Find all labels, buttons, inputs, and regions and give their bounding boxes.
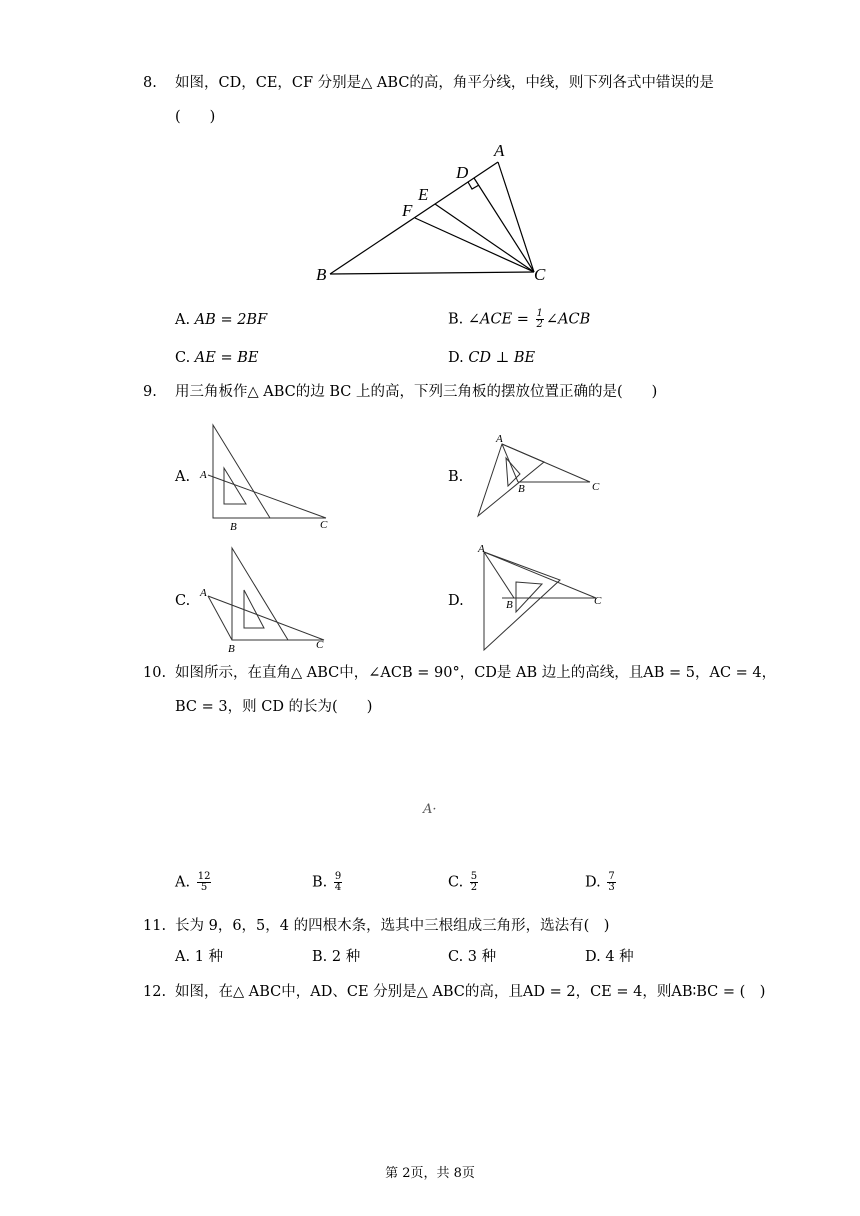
q10-text-line2: BC = 3，则 CD 的长为( )	[175, 699, 373, 715]
q10-text-line1: 如图所示，在直角△ ABC中，∠ACB = 90°，CD是 AB 边上的高线，且AB = 5，AC = 4，	[175, 665, 777, 681]
q11-option-c: C. 3 种	[448, 949, 497, 965]
q11-option-d: D. 4 种	[585, 949, 634, 965]
q10-option-c-fraction	[470, 872, 478, 893]
q12-text: 如图，在△ ABC中，AD、CE 分别是△ ABC的高，且AD = 2，CE = 4，则AB∶BC = ( )	[175, 984, 766, 1000]
q9-option-b-letter: B.	[448, 469, 464, 485]
q8-option-c-letter: C.	[175, 350, 191, 366]
q9d-label-a: A	[478, 543, 485, 555]
q11-option-b: B. 2 种	[312, 949, 361, 965]
q8-option-c-text: AE = BE	[194, 350, 259, 366]
q9b-label-c: C	[592, 481, 600, 493]
q8-option-a	[175, 311, 267, 329]
q10-option-d	[585, 872, 618, 893]
q10-option-b-num: 9	[334, 871, 342, 882]
q9-figure-b	[468, 432, 608, 522]
q8-number: 8.	[143, 75, 157, 91]
q10-option-c-num: 5	[470, 871, 478, 882]
q12-number: 12.	[143, 984, 167, 1000]
page-footer: 第 2页，共 8页	[385, 1166, 475, 1181]
q8-option-d-letter: D.	[448, 350, 464, 366]
q10-figure-fragment: A·	[423, 802, 437, 817]
q9-number: 9.	[143, 384, 157, 400]
q9a-label-b: B	[230, 521, 237, 533]
q10-option-d-num: 7	[608, 871, 615, 882]
q9-figure-c	[196, 544, 336, 654]
q9-option-c-letter: C.	[175, 593, 191, 609]
q10-option-a	[175, 872, 213, 893]
q9-option-a-letter: A.	[175, 469, 191, 485]
q9-text: 用三角板作△ ABC的边 BC 上的高，下列三角板的摆放位置正确的是( )	[175, 384, 658, 400]
q8-label-a: A	[494, 141, 505, 160]
q9-figure-d	[472, 540, 612, 656]
q10-option-a-fraction	[197, 872, 212, 893]
q8-option-b-post: ∠ACB	[545, 311, 591, 328]
q9-figure-a	[196, 420, 336, 535]
q10-option-a-letter: A.	[175, 874, 191, 891]
q11-option-a: A. 1 种	[175, 949, 224, 965]
q9-option-d-letter: D.	[448, 593, 464, 609]
q8-label-d: D	[456, 163, 469, 182]
q10-option-d-den: 3	[608, 882, 615, 893]
q10-option-a-num: 12	[197, 871, 211, 882]
q8-figure	[310, 138, 550, 288]
q9d-label-c: C	[594, 595, 602, 607]
q10-option-d-fraction	[607, 872, 615, 893]
q9d-label-b: B	[506, 599, 513, 611]
q8-option-c	[175, 349, 258, 367]
q9c-label-a: A	[200, 587, 207, 599]
q8-option-a-letter: A.	[175, 312, 191, 328]
q8-option-b	[448, 309, 590, 330]
q8-label-b: B	[316, 265, 327, 284]
q8-option-d-text: CD ⊥ BE	[468, 350, 536, 366]
q10-option-c-den: 2	[470, 882, 478, 893]
q8-text-line2: ( )	[175, 109, 216, 125]
q10-option-b-den: 4	[334, 882, 342, 893]
q8-option-b-frac-den: 2	[536, 319, 543, 330]
q9c-label-b: B	[228, 643, 235, 654]
q8-text-line1: 如图，CD，CE，CF 分别是△ ABC的高，角平分线，中线，则下列各式中错误的是	[175, 75, 714, 91]
q10-number: 10.	[143, 665, 167, 681]
q11-text: 长为 9，6，5，4 的四根木条，选其中三根组成三角形，选法有( )	[175, 918, 610, 934]
q9a-label-c: C	[320, 519, 328, 531]
q8-option-b-letter: B.	[448, 311, 464, 328]
q9a-label-a: A	[200, 469, 207, 481]
q8-label-c: C	[534, 265, 546, 284]
q8-option-b-frac-num: 1	[536, 308, 543, 319]
q8-option-a-text: AB = 2BF	[194, 312, 268, 328]
q8-label-f: F	[402, 201, 413, 220]
q10-option-c	[448, 872, 480, 893]
q8-option-b-fraction	[536, 309, 544, 330]
q10-option-b-letter: B.	[312, 874, 328, 891]
q10-option-d-letter: D.	[585, 874, 601, 891]
q8-label-e: E	[418, 185, 429, 204]
q9b-label-b: B	[518, 483, 525, 495]
q9b-label-a: A	[496, 433, 503, 445]
q9c-label-c: C	[316, 639, 324, 651]
q10-option-c-letter: C.	[448, 874, 464, 891]
q8-option-d	[448, 349, 535, 367]
q11-number: 11.	[143, 918, 167, 934]
q10-option-b-fraction	[334, 872, 342, 893]
q10-option-b	[312, 872, 344, 893]
q8-option-b-pre: ∠ACE =	[467, 311, 534, 328]
q10-option-a-den: 5	[200, 882, 208, 893]
